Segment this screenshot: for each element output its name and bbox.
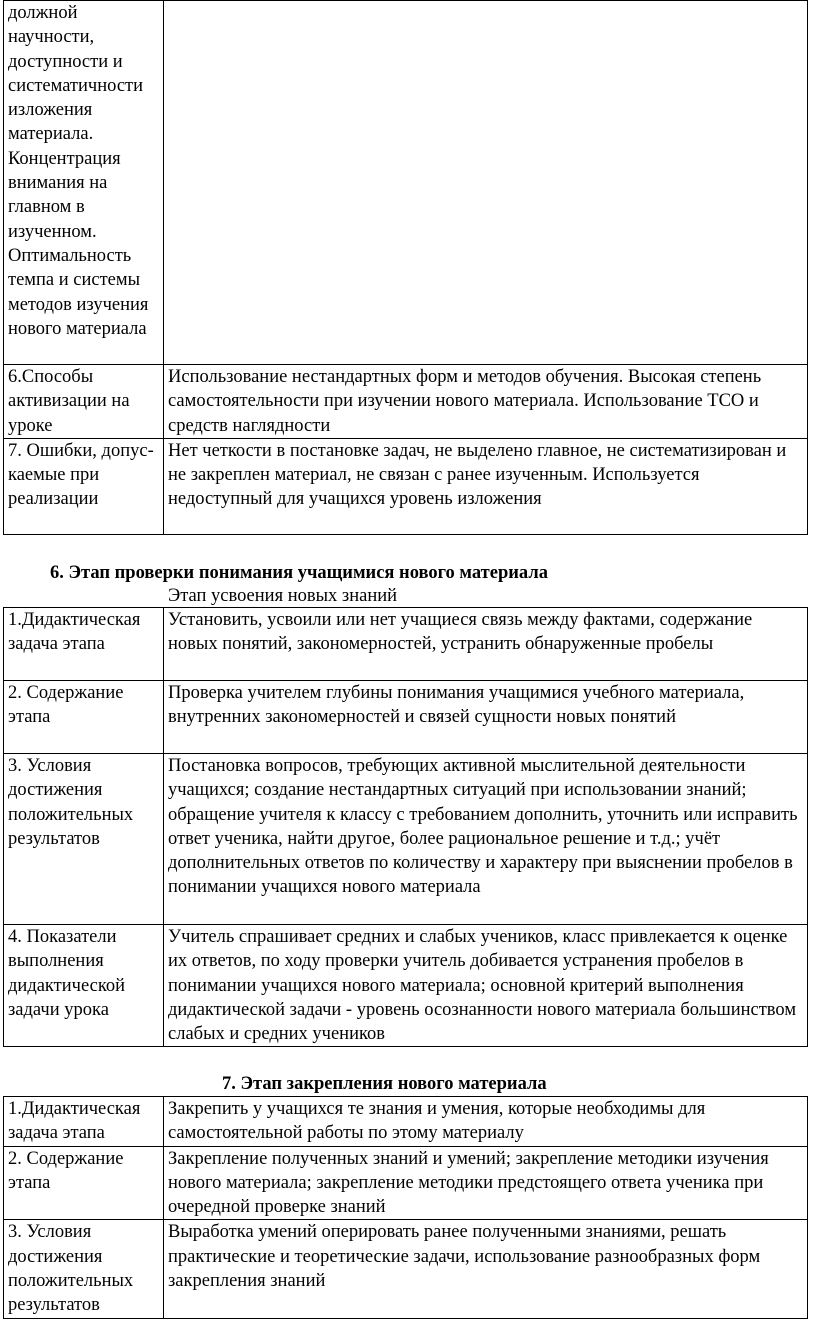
table-row: [4, 1146, 808, 1220]
table-row: [4, 1097, 808, 1147]
row-label: 2. Содержание этапа: [4, 1146, 164, 1220]
row-label: 6.Способы активизации на уроке: [4, 365, 164, 439]
table-row: [4, 365, 808, 439]
row-text: Проверка учителем глубины понимания учащимися учебного материала, внутренних закономерностей и связей сущности новых понятий: [164, 681, 808, 754]
section-6-subtitle: Этап усвоения новых знаний: [168, 586, 398, 606]
row-text: Закрепить у учащихся те знания и умения, которые необходимы для самостоятельной работы по этому материалу: [164, 1097, 808, 1147]
table-row: [4, 681, 808, 754]
table-row: [4, 608, 808, 681]
row-text: Постановка вопросов, требующих активной мыслительной деятельности учащихся; создание нестандартных ситуаций при использовании знаний; обращение учителя к классу с требованием дополнить, уточнить или исправить ответ ученика, найти другое, более рациональное решение и т.д.; учёт дополнительных ответов по количеству и характеру при выяснении пробелов в понимании учащихся нового материала: [164, 754, 808, 925]
table-row: [4, 754, 808, 925]
table-stage-7: [3, 1096, 808, 1319]
row-label: 1.Дидактическая задача этапа: [4, 608, 164, 681]
table-stage-5-continuation: [3, 0, 808, 535]
row-label: 3. Условия достижения положительных результатов: [4, 754, 164, 925]
row-label: 2. Содержание этапа: [4, 681, 164, 754]
row-text: Выработка умений оперировать ранее полученными знаниями, решать практические и теоретические задачи, использование разнообразных форм закрепления знаний: [164, 1220, 808, 1318]
row-label: 4. Показатели выполнения дидактической задачи урока: [4, 925, 164, 1047]
section-6-title: 6. Этап проверки понимания учащимися нового материала: [50, 563, 548, 583]
row-text: Нет четкости в постановке задач, не выделено главное, не систематизирован и не закреплен материал, не связан с ранее изученным. Используется недоступный для учащихся уровень изложения: [164, 438, 808, 534]
row-text: Установить, усвоили или нет учащиеся связь между фактами, содержание новых понятий, закономерностей, устранить обнаруженные пробелы: [164, 608, 808, 681]
row-text: Учитель спрашивает средних и слабых учеников, класс привлекается к оценке их ответов, по ходу проверки учитель добивается устранения пробелов в понимании учащихся нового материала; основной критерий выполнения дидактической задачи - уровень осознанности нового материала большинством слабых и средних учеников: [164, 925, 808, 1047]
row-label: 7. Ошибки, допус-каемые при реализации: [4, 438, 164, 534]
table-stage-6: [3, 607, 808, 1047]
table-row: [4, 925, 808, 1047]
section-7-title: 7. Этап закрепления нового материала: [222, 1074, 547, 1094]
row-label: 3. Условия достижения положительных результатов: [4, 1220, 164, 1318]
row-text: Закрепление полученных знаний и умений; закрепление методики изучения нового материала; закрепление методики предстоящего ответа ученика при очередной проверке знаний: [164, 1146, 808, 1220]
table-row: [4, 1, 808, 365]
row-label: 1.Дидактическая задача этапа: [4, 1097, 164, 1147]
row-text: [164, 1, 808, 365]
table-row: [4, 438, 808, 534]
table-row: [4, 1220, 808, 1318]
row-label: должной научности, доступности и систематичности изложения материала. Концентрация внимания на главном в изученном. Оптимальность темпа и системы методов изучения нового материала: [4, 1, 164, 365]
row-text: Использование нестандартных форм и методов обучения. Высокая степень самостоятельности при изучении нового материала. Использование ТСО и средств наглядности: [164, 365, 808, 439]
